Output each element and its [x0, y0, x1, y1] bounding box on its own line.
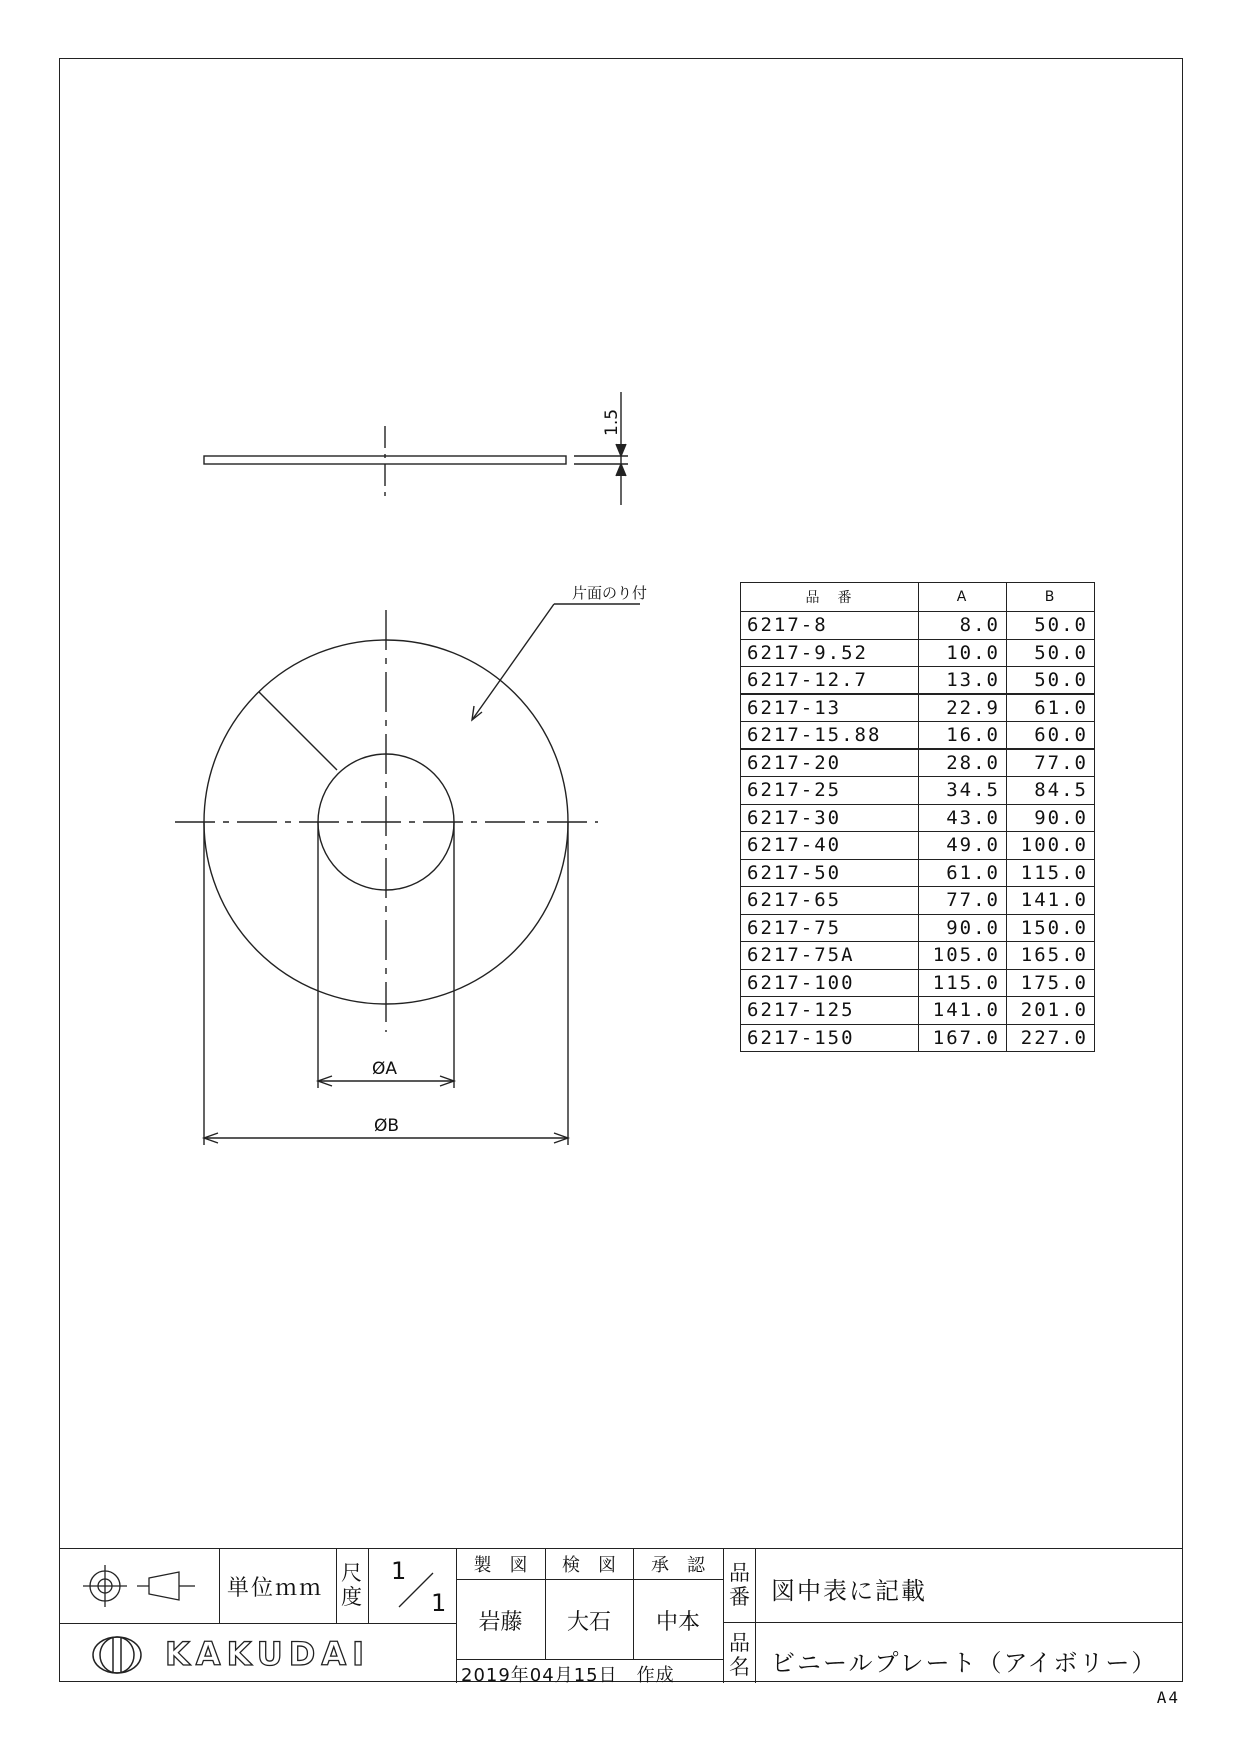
- part-no-cell: 6217-40: [741, 832, 919, 860]
- part-no-cell: 6217-13: [741, 694, 919, 722]
- dim-b-cell: 115.0: [1007, 859, 1095, 887]
- part-no-cell: 6217-75A: [741, 942, 919, 970]
- table-row: [741, 804, 1095, 832]
- approved-by: 中本: [655, 1610, 700, 1635]
- table-row: [741, 777, 1095, 805]
- header-a: A: [919, 583, 1007, 612]
- part-no-cell: 6217-75: [741, 914, 919, 942]
- part-no-label: 品 番: [729, 1561, 750, 1609]
- dim-a-cell: 141.0: [919, 997, 1007, 1025]
- part-no-cell: 6217-8: [741, 612, 919, 640]
- header-part-no: 品 番: [741, 583, 919, 612]
- part-no-cell: 6217-50: [741, 859, 919, 887]
- dim-b-cell: 50.0: [1007, 639, 1095, 667]
- dim-a-cell: 43.0: [919, 804, 1007, 832]
- dim-a-label: ØA: [372, 1059, 398, 1079]
- dim-b-label: ØB: [374, 1116, 400, 1136]
- checked-label: 検 図: [562, 1555, 616, 1576]
- projection-symbol-icon: [79, 1563, 199, 1609]
- table-row: [741, 667, 1095, 695]
- drawn-by: 岩藤: [478, 1610, 523, 1635]
- dim-a-cell: 105.0: [919, 942, 1007, 970]
- dim-a-cell: 13.0: [919, 667, 1007, 695]
- table-row: [741, 694, 1095, 722]
- table-row: [741, 832, 1095, 860]
- part-no-value: 図中表に記載: [771, 1577, 927, 1605]
- dim-a-cell: 10.0: [919, 639, 1007, 667]
- part-no-cell: 6217-150: [741, 1024, 919, 1052]
- sheet-size: A4: [1156, 1688, 1180, 1707]
- dim-a-cell: 16.0: [919, 722, 1007, 750]
- part-no-cell: 6217-20: [741, 749, 919, 777]
- part-no-cell: 6217-125: [741, 997, 919, 1025]
- dim-b-cell: 201.0: [1007, 997, 1095, 1025]
- glue-region-line: [259, 692, 337, 770]
- brand-name: KAKUDAI: [165, 1635, 371, 1673]
- part-name-value: ビニールプレート（アイボリー）: [771, 1649, 1158, 1677]
- dim-a-cell: 77.0: [919, 887, 1007, 915]
- unit-label: 単位ｍｍ: [227, 1576, 324, 1601]
- dim-a-cell: 61.0: [919, 859, 1007, 887]
- part-no-cell: 6217-30: [741, 804, 919, 832]
- dim-b-cell: 61.0: [1007, 694, 1095, 722]
- dim-a-cell: 49.0: [919, 832, 1007, 860]
- dim-a-cell: 22.9: [919, 694, 1007, 722]
- title-block: [59, 1548, 1183, 1686]
- table-row: [741, 722, 1095, 750]
- dim-a-cell: 167.0: [919, 1024, 1007, 1052]
- checked-by: 大石: [566, 1610, 611, 1635]
- table-row: [741, 887, 1095, 915]
- dim-b-cell: 175.0: [1007, 969, 1095, 997]
- dim-b-cell: 84.5: [1007, 777, 1095, 805]
- table-body: [741, 612, 1095, 1052]
- dim-a-cell: 34.5: [919, 777, 1007, 805]
- table-row: [741, 859, 1095, 887]
- drawn-label: 製 図: [473, 1555, 528, 1576]
- part-name-label: 品 名: [729, 1631, 750, 1679]
- dim-b-cell: 60.0: [1007, 722, 1095, 750]
- dim-b-cell: 100.0: [1007, 832, 1095, 860]
- table-row: [741, 969, 1095, 997]
- dim-b-cell: 227.0: [1007, 1024, 1095, 1052]
- table-row: [741, 639, 1095, 667]
- part-no-cell: 6217-25: [741, 777, 919, 805]
- table-header-row: [741, 583, 1095, 612]
- dim-b-cell: 165.0: [1007, 942, 1095, 970]
- dim-a-cell: 115.0: [919, 969, 1007, 997]
- part-no-cell: 6217-15.88: [741, 722, 919, 750]
- scale-denominator: 1: [431, 1589, 447, 1617]
- dim-b-cell: 150.0: [1007, 914, 1095, 942]
- table-row: [741, 997, 1095, 1025]
- callout-label: 片面のり付: [572, 584, 648, 602]
- dim-b-cell: 50.0: [1007, 612, 1095, 640]
- dimension-table: [740, 582, 1095, 1052]
- table-row: [741, 942, 1095, 970]
- date-created: 2019年04月15日 作成: [461, 1665, 675, 1686]
- dim-a-cell: 8.0: [919, 612, 1007, 640]
- dim-a-cell: 90.0: [919, 914, 1007, 942]
- scale-value: [369, 1549, 456, 1623]
- table-row: [741, 1024, 1095, 1052]
- part-no-cell: 6217-9.52: [741, 639, 919, 667]
- dim-a-cell: 28.0: [919, 749, 1007, 777]
- dim-b-cell: 90.0: [1007, 804, 1095, 832]
- table-row: [741, 612, 1095, 640]
- thickness-label: 1.5: [602, 408, 622, 436]
- dim-b-cell: 77.0: [1007, 749, 1095, 777]
- kakudai-logo-icon: [87, 1635, 147, 1675]
- scale-label: 尺 度: [341, 1561, 362, 1609]
- table-row: [741, 914, 1095, 942]
- part-no-cell: 6217-65: [741, 887, 919, 915]
- scale-numerator: 1: [391, 1557, 407, 1585]
- header-b: B: [1007, 583, 1095, 612]
- part-no-cell: 6217-100: [741, 969, 919, 997]
- table-row: [741, 749, 1095, 777]
- part-no-cell: 6217-12.7: [741, 667, 919, 695]
- dim-b-cell: 141.0: [1007, 887, 1095, 915]
- approved-label: 承 認: [651, 1555, 705, 1576]
- dim-b-cell: 50.0: [1007, 667, 1095, 695]
